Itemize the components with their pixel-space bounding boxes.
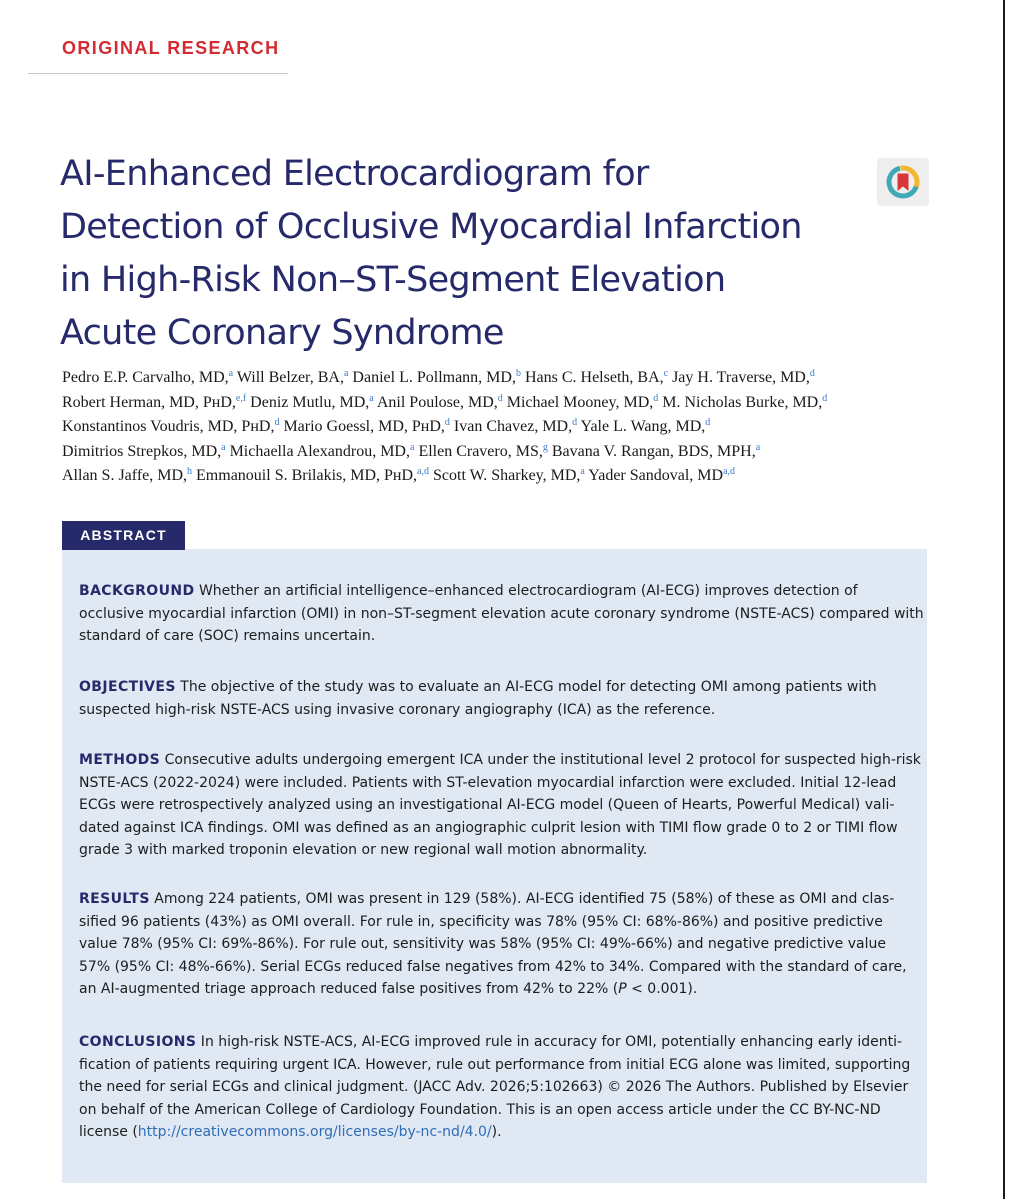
author-name: Yader Sandoval, MD xyxy=(588,467,724,484)
affiliation-link[interactable]: d xyxy=(653,392,659,404)
section-label: ORIGINAL RESEARCH xyxy=(62,38,280,58)
author xyxy=(62,443,226,460)
author-line xyxy=(62,440,962,465)
section-heading: RESULTS xyxy=(79,891,150,907)
author-name: Anil Poulose, MD, xyxy=(376,393,498,411)
title-line: AI-Enhanced Electrocardiogram for xyxy=(60,154,649,194)
author xyxy=(581,418,711,435)
affiliation-link[interactable]: d xyxy=(444,417,450,428)
abstract-text: The objective of the study was to evaluate an AI-ECG model for detecting OMI among patients with xyxy=(175,679,877,695)
abstract-line: sified 96 patients (43%) as OMI overall. For rule in, specificity was 78% (95% CI: 68%-86%) and positive predictive xyxy=(79,913,883,930)
crossmark-bookmark-icon xyxy=(885,164,921,200)
article-title xyxy=(60,148,930,360)
author-line xyxy=(62,415,962,440)
abstract-conclusions xyxy=(79,1031,909,1144)
author xyxy=(62,369,233,386)
section-heading: BACKGROUND xyxy=(79,583,195,599)
affiliation-link[interactable]: a,d xyxy=(723,466,736,477)
abstract-line: 57% (95% CI: 48%-66%). Serial ECGs reduced false negatives from 42% to 34%. Compared with the standard of care, xyxy=(79,958,907,975)
abstract-text: In high-risk NSTE-ACS, AI-ECG improved rule in accuracy for OMI, potentially enhancing early identi- xyxy=(196,1034,903,1050)
author xyxy=(283,418,449,435)
affiliation-link[interactable]: d xyxy=(572,417,578,428)
author-line xyxy=(62,366,962,391)
p-value-symbol: P xyxy=(618,981,627,997)
abstract-line xyxy=(79,1121,909,1144)
section-heading: METHODS xyxy=(79,752,161,768)
author xyxy=(454,418,577,435)
abstract-tab-underline xyxy=(62,548,185,550)
author xyxy=(230,443,415,460)
author-name: Scott W. Sharkey, MD, xyxy=(433,467,581,484)
author-name: Yale L. Wang, MD, xyxy=(580,418,706,435)
author xyxy=(62,418,279,435)
author xyxy=(433,467,585,484)
author-name: Robert Herman, MD, PʜD, xyxy=(62,393,236,411)
affiliation-link[interactable]: g xyxy=(542,441,548,453)
affiliation-link[interactable]: a xyxy=(755,441,761,453)
abstract-objectives xyxy=(79,676,909,721)
section-heading: CONCLUSIONS xyxy=(79,1034,197,1050)
abstract-methods xyxy=(79,749,921,862)
author xyxy=(377,394,503,411)
author xyxy=(352,369,521,386)
author-name: Emmanouil S. Brilakis, MD, PʜD, xyxy=(196,467,418,484)
author xyxy=(525,369,668,386)
affiliation-link[interactable]: a xyxy=(228,368,234,379)
affiliation-link[interactable]: a,d xyxy=(417,466,429,477)
author-list xyxy=(62,366,962,489)
affiliation-link[interactable]: a xyxy=(221,441,226,453)
author xyxy=(62,467,192,484)
affiliation-link[interactable]: a xyxy=(580,466,585,477)
abstract-line xyxy=(79,749,921,772)
abstract-text: Whether an artificial intelligence–enhanced electrocardiogram (AI-ECG) improves detection of xyxy=(194,583,858,599)
abstract-line xyxy=(79,978,909,1001)
affiliation-link[interactable]: d xyxy=(497,392,503,404)
author-name: Dimitrios Strepkos, MD, xyxy=(62,442,222,460)
title-line: in High-Risk Non–ST-Segment Elevation xyxy=(60,260,726,300)
author-name: Ellen Cravero, MS, xyxy=(418,442,543,460)
affiliation-link[interactable]: h xyxy=(187,466,193,477)
page-edge-divider xyxy=(1003,0,1005,1199)
abstract-text: Consecutive adults undergoing emergent ICA under the institutional level 2 protocol for suspected high-risk xyxy=(160,752,921,768)
author xyxy=(250,394,374,411)
affiliation-link[interactable]: a xyxy=(369,392,374,404)
author-name: Jay H. Traverse, MD, xyxy=(672,369,810,386)
abstract-line: value 78% (95% CI: 69%-86%). For rule out, sensitivity was 58% (95% CI: 49%-66%) and negative predictive value xyxy=(79,936,886,952)
author-name: Daniel L. Pollmann, MD, xyxy=(352,369,516,386)
section-divider xyxy=(28,73,288,74)
author-name: M. Nicholas Burke, MD, xyxy=(662,393,823,411)
author-name: Will Belzer, BA, xyxy=(236,369,344,386)
abstract-text: ). xyxy=(491,1124,502,1140)
author xyxy=(552,443,760,460)
abstract-text: license ( xyxy=(79,1124,138,1140)
author xyxy=(588,467,735,484)
abstract-text: Among 224 patients, OMI was present in 129 (58%). AI-ECG identified 75 (58%) of these as OMI and clas- xyxy=(149,891,895,907)
abstract-line: suspected high-risk NSTE-ACS using invasive coronary angiography (ICA) as the reference. xyxy=(79,701,716,718)
author xyxy=(237,369,349,386)
abstract-line: dated against ICA findings. OMI was defined as an angiographic culprit lesion with TIMI flow grade 0 to 2 or TIMI flow xyxy=(79,819,898,836)
author-name: Bavana V. Rangan, BDS, MPH, xyxy=(551,442,756,460)
abstract-line: occlusive myocardial infarction (OMI) in non–ST-segment elevation acute coronary syndrome (NSTE-ACS) compared with xyxy=(79,605,924,622)
affiliation-link[interactable]: a xyxy=(343,368,349,379)
abstract-line xyxy=(79,580,909,603)
abstract-line: standard of care (SOC) remains uncertain. xyxy=(79,628,376,644)
affiliation-link[interactable]: d xyxy=(822,392,828,404)
abstract-text: an AI-augmented triage approach reduced false positives from 42% to 22% ( xyxy=(79,981,619,997)
author-name: Allan S. Jaffe, MD, xyxy=(62,467,188,484)
abstract-line xyxy=(79,1031,909,1054)
abstract-results xyxy=(79,888,909,1001)
abstract-line: grade 3 with marked troponin elevation or new regional wall motion abnormality. xyxy=(79,842,648,858)
author-name: Pedro E.P. Carvalho, MD, xyxy=(62,369,229,386)
author-name: Hans C. Helseth, BA, xyxy=(524,369,664,386)
author-name: Konstantinos Voudris, MD, PʜD, xyxy=(62,418,275,435)
abstract-line: fication of patients requiring urgent ICA. However, rule out performance from initial ECG alone was limited, supporting xyxy=(79,1056,911,1073)
author xyxy=(672,369,815,386)
author xyxy=(662,394,827,411)
abstract-tab: ABSTRACT xyxy=(62,521,185,549)
abstract-line: the need for serial ECGs and clinical judgment. (JACC Adv. 2026;5:102663) © 2026 The Authors. Published by Elsevier xyxy=(79,1079,909,1095)
abstract-line: NSTE-ACS (2022-2024) were included. Patients with ST-elevation myocardial infarction were excluded. Initial 12-lead xyxy=(79,774,897,791)
author-name: Deniz Mutlu, MD, xyxy=(250,393,370,411)
author-name: Michael Mooney, MD, xyxy=(506,393,654,411)
author xyxy=(196,467,429,484)
abstract-line xyxy=(79,676,909,699)
author-name: Michaella Alexandrou, MD, xyxy=(229,442,410,460)
abstract-background xyxy=(79,580,924,648)
affiliation-link[interactable]: b xyxy=(515,368,521,379)
author-line xyxy=(62,464,962,489)
license-link[interactable]: http://creativecommons.org/licenses/by-nc-nd/4.0/ xyxy=(137,1124,492,1140)
author xyxy=(507,394,659,411)
affiliation-link[interactable]: c xyxy=(663,368,669,379)
author xyxy=(418,443,547,460)
affiliation-link[interactable]: d xyxy=(809,368,815,379)
affiliation-link[interactable]: a xyxy=(409,441,415,453)
abstract-line: ECGs were retrospectively analyzed using an investigational AI-ECG model (Queen of Hearts, Powerful Medical) vali- xyxy=(79,797,895,813)
abstract-line: on behalf of the American College of Cardiology Foundation. This is an open access article under the CC BY-NC-ND xyxy=(79,1101,881,1118)
abstract-line xyxy=(79,888,909,911)
affiliation-link[interactable]: d xyxy=(274,417,280,428)
abstract-text: < 0.001). xyxy=(626,981,698,997)
section-heading: OBJECTIVES xyxy=(79,679,176,695)
affiliation-link[interactable]: d xyxy=(705,417,711,428)
title-line: Acute Coronary Syndrome xyxy=(60,313,504,353)
author-name: Ivan Chavez, MD, xyxy=(453,418,573,435)
title-line: Detection of Occlusive Myocardial Infarction xyxy=(60,207,802,247)
author-line xyxy=(62,391,962,416)
crossmark-button[interactable] xyxy=(877,158,929,206)
author xyxy=(62,394,246,411)
affiliation-link[interactable]: e,f xyxy=(235,392,247,404)
author-name: Mario Goessl, MD, PʜD, xyxy=(283,418,445,435)
